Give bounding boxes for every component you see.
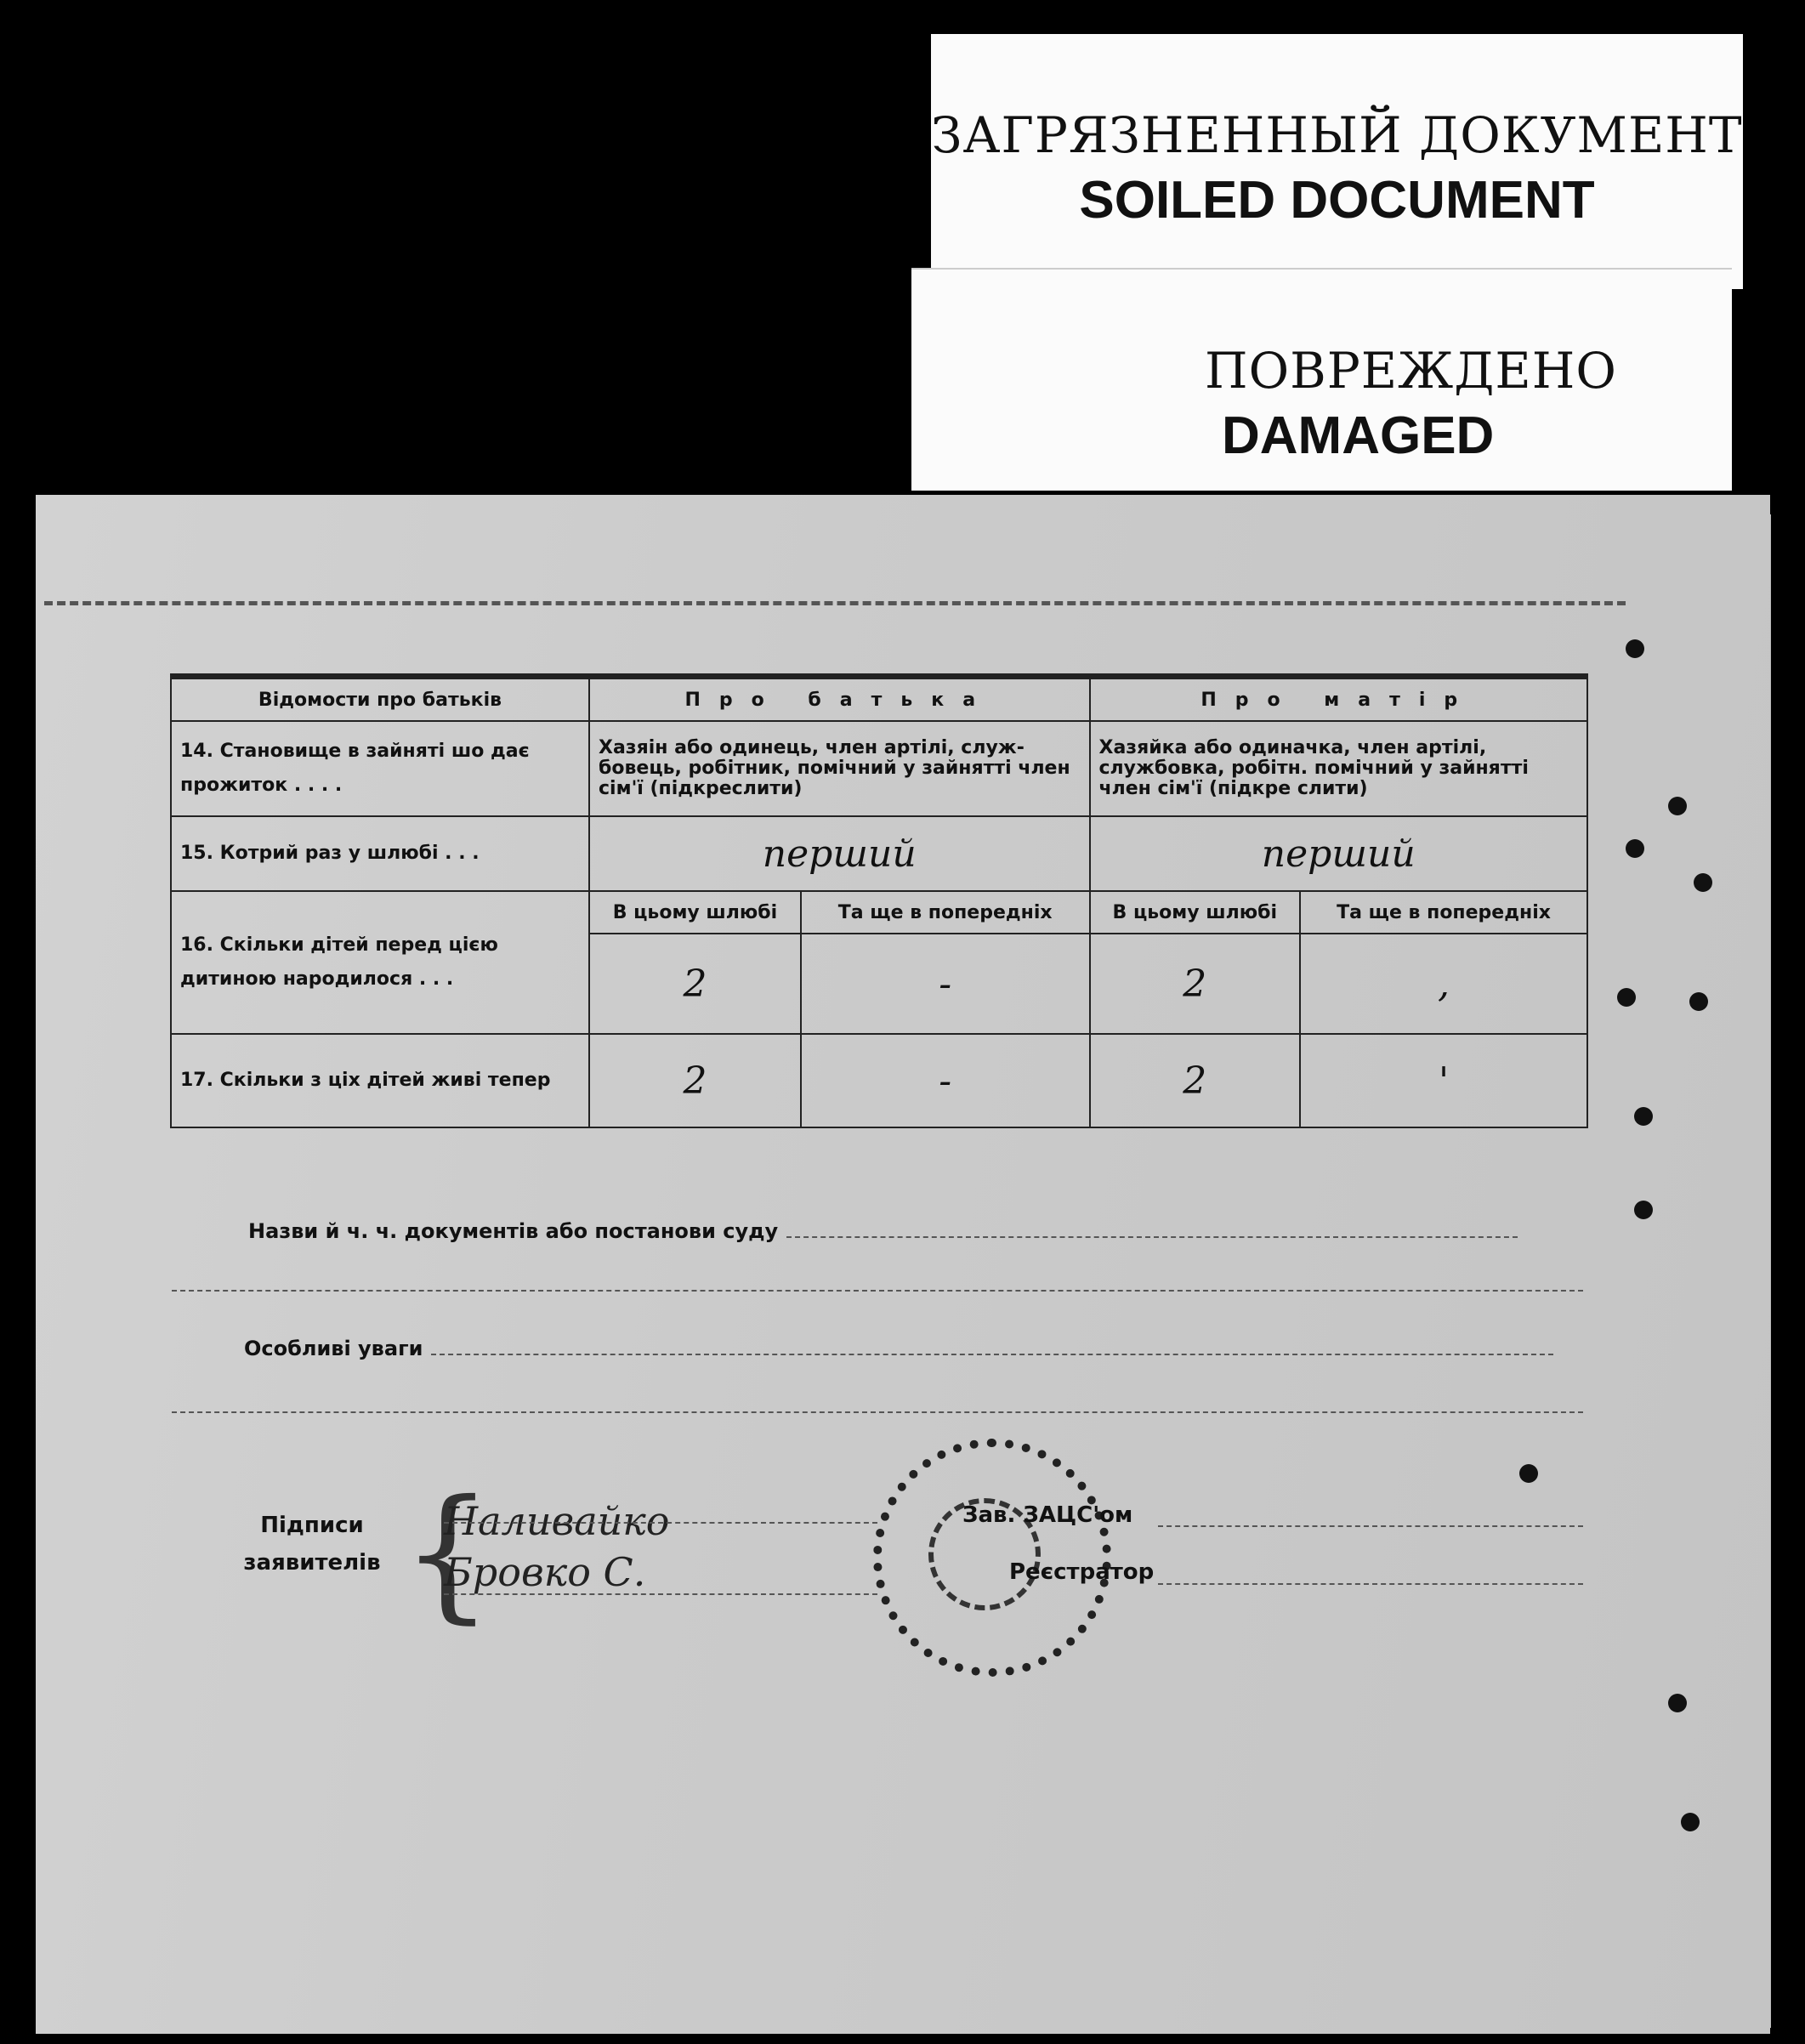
mother-this-marriage-header: В цьому шлюбі xyxy=(1090,891,1301,934)
q14-label: 14. Становище в зайняті шо дає прожиток . . . . xyxy=(171,721,589,816)
binding-hole xyxy=(1689,992,1708,1011)
row-subheaders xyxy=(171,891,1587,934)
header-info: Відомости про батьків xyxy=(171,678,589,721)
damaged-label-en: DAMAGED xyxy=(1222,406,1495,465)
q15-mother-value: перший xyxy=(1090,816,1588,891)
binding-hole xyxy=(1668,797,1687,815)
perforation-line xyxy=(44,601,1626,605)
q15-label: 15. Котрий раз у шлюбі . . . xyxy=(171,816,589,891)
q17-mother-this: 2 xyxy=(1090,1034,1301,1127)
q16-mother-this: 2 xyxy=(1090,934,1301,1034)
brace-icon: { xyxy=(401,1469,494,1638)
binding-hole xyxy=(1634,1201,1653,1219)
q16-label: 16. Скільки дітей перед цією дитиною народилося . . . xyxy=(171,891,589,1034)
signature-applicant-1: Наливайко xyxy=(444,1498,670,1544)
q17-mother-prev: ' xyxy=(1300,1034,1587,1127)
zags-head-label: Зав. ЗАЦС'ом xyxy=(962,1502,1133,1528)
q17-label: 17. Скільки з ціх дітей живі тепер xyxy=(171,1034,589,1127)
registrar-label: Реєстратор xyxy=(1009,1559,1155,1585)
documents-label: Назви й ч. ч. документів або постанови суду xyxy=(248,1219,779,1243)
q16-father-this: 2 xyxy=(589,934,801,1034)
damaged-label xyxy=(911,268,1732,491)
row-q14 xyxy=(171,721,1587,816)
documents-field xyxy=(786,1236,1518,1238)
q16-mother-prev: , xyxy=(1300,934,1587,1034)
signatures-label: Підписи заявителів xyxy=(243,1513,381,1576)
mother-previous-header: Та ще в попередніх xyxy=(1300,891,1587,934)
binding-hole xyxy=(1519,1464,1538,1483)
binding-hole xyxy=(1681,1813,1700,1831)
documents-row xyxy=(248,1219,1660,1243)
documents-field-line-2 xyxy=(172,1290,1583,1292)
father-previous-header: Та ще в попередніх xyxy=(801,891,1090,934)
soiled-label-en: SOILED DOCUMENT xyxy=(1079,171,1595,230)
q14-mother-options: Хазяйка або одиначка, член артілі, службовка, робітн. помічний у зайнятті член сім'ї (підкре слити) xyxy=(1090,721,1588,816)
table-header-row xyxy=(171,678,1587,721)
soiled-document-label xyxy=(931,34,1743,289)
header-father: Про батька xyxy=(589,678,1090,721)
soiled-label-ru: ЗАГРЯЗНЕННЫЙ ДОКУМЕНТ xyxy=(931,106,1743,164)
notes-label: Особливі уваги xyxy=(244,1337,423,1360)
binding-hole xyxy=(1626,839,1644,858)
q15-father-value: перший xyxy=(589,816,1090,891)
q14-father-options: Хазяін або одинець, член артілі, служ-бовець, робітник, помічний у зайнятті член сім'ї (підкреслити) xyxy=(589,721,1090,816)
row-q17 xyxy=(171,1034,1587,1127)
signature-line-2 xyxy=(444,1593,877,1595)
binding-hole xyxy=(1617,988,1636,1007)
zags-signature-line xyxy=(1158,1525,1583,1527)
parents-info-table xyxy=(170,678,1588,1128)
binding-hole xyxy=(1626,639,1644,658)
q17-father-prev: - xyxy=(801,1034,1090,1127)
signature-applicant-2: Бровко С. xyxy=(444,1549,646,1595)
notes-row xyxy=(244,1337,1655,1360)
header-mother: Про матір xyxy=(1090,678,1588,721)
damaged-label-ru: ПОВРЕЖДЕНО xyxy=(1205,342,1617,400)
registrar-signature-line xyxy=(1158,1583,1583,1585)
binding-hole xyxy=(1668,1694,1687,1712)
q17-father-this: 2 xyxy=(589,1034,801,1127)
row-q15 xyxy=(171,816,1587,891)
form-sheet xyxy=(36,495,1770,2034)
signature-line-1 xyxy=(444,1522,877,1524)
father-this-marriage-header: В цьому шлюбі xyxy=(589,891,801,934)
notes-field xyxy=(431,1354,1553,1355)
binding-hole xyxy=(1634,1107,1653,1126)
notes-field-line-2 xyxy=(172,1411,1583,1413)
q16-father-prev: - xyxy=(801,934,1090,1034)
binding-hole xyxy=(1694,873,1712,892)
